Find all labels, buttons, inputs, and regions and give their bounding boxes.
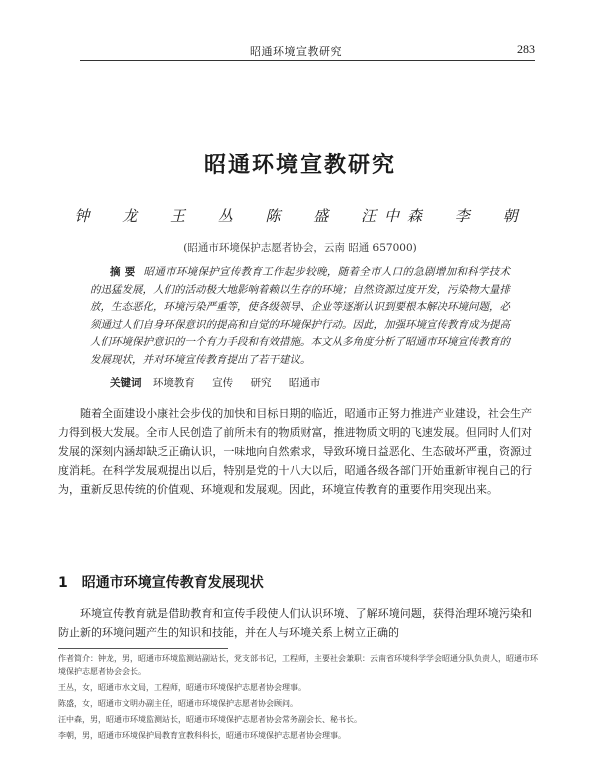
footnote: 作者简介：钟龙，男，昭通市环境监测站副站长，党支部书记，工程师，主要社会兼职：云南省环境科学学会昭通分队负责人，昭通市环境保护志愿者协会会长。 [58, 654, 538, 676]
section-number: 1 [58, 575, 68, 591]
footnote: 汪中森，男，昭通市环境监测站长，昭通市环境保护志愿者协会常务副会长、秘书长。 [58, 715, 362, 724]
abstract-text: 昭通市环境保护宣传教育工作起步较晚，随着全市人口的急剧增加和科学技术的迅猛发展，人们的活动极大地影响着赖以生存的环境；自然资源过度开发，污染物大量排放，生态恶化，环境污染严重等，使各级领导、企业等逐渐认识到要根本解决环境问题，必须通过人们自身环保意识的提高和自觉的环境保护行动。因此，加强环境宣传教育成为提高人们环境保护意识的一个有力手段和有效措施。本文从多角度分析了昭通市环境宣传教育的发展现状，并对环境宣传教育提出了若干建议。 [90, 266, 511, 366]
abstract-label: 摘 要 [110, 266, 136, 278]
article-title: 昭通环境宣教研究 [203, 153, 396, 178]
keyword: 环境教育 [152, 377, 195, 389]
author-affiliation: (昭通市环境保护志愿者协会，云南 昭通 657000) [183, 242, 417, 254]
keywords-label: 关键词 [110, 377, 142, 389]
footnote-divider [58, 648, 228, 649]
keywords [110, 375, 510, 390]
keyword: 宣传 [212, 377, 234, 389]
footnote: 李朝，男，昭通市环境保护局教育宣教科科长，昭通市环境保护志愿者协会理事。 [58, 731, 346, 740]
keyword: 昭通市 [288, 377, 321, 389]
keyword: 研究 [250, 377, 272, 389]
abstract [90, 264, 510, 369]
section-heading [58, 572, 264, 592]
author-list: 钟 龙 王 丛 陈 盛 汪中森 李 朝 [74, 207, 526, 225]
footnote: 王丛，女，昭通市水文局，工程师，昭通市环境保护志愿者协会理事。 [58, 683, 306, 692]
footnote: 陈盛，女，昭通市文明办副主任，昭通市环境保护志愿者协会顾问。 [58, 699, 298, 708]
body-paragraph: 环境宣传教育就是借助教育和宣传手段使人们认识环境、了解环境问题，获得治理环境污染和防止新的环境问题产生的知识和技能，并在人与环境关系上树立正确的 [58, 607, 532, 639]
footnotes [58, 652, 538, 745]
page-number: 283 [517, 42, 535, 56]
running-header [80, 40, 535, 61]
section-title: 昭通市环境宣传教育发展现状 [81, 575, 264, 591]
body-paragraph: 随着全面建设小康社会步伐的加快和目标日期的临近，昭通市正努力推进产业建设，社会生产力得到极大发展。全市人民创造了前所未有的物质财富，推进物质文明的飞速发展。但同时人们对发展的深刻内涵却缺乏正确认识，一味地向自然索求，导致环境日益恶化、生态破坏严重，资源过度消耗。在科学发展观提出以后，特别是党的十八大以后，昭通各级各部门开始重新审视自己的行为，重新反思传统的价值观、环境观和发展观。因此，环境宣传教育的重要作用突现出来。 [58, 407, 532, 496]
running-title: 昭通环境宣教研究 [250, 45, 342, 58]
